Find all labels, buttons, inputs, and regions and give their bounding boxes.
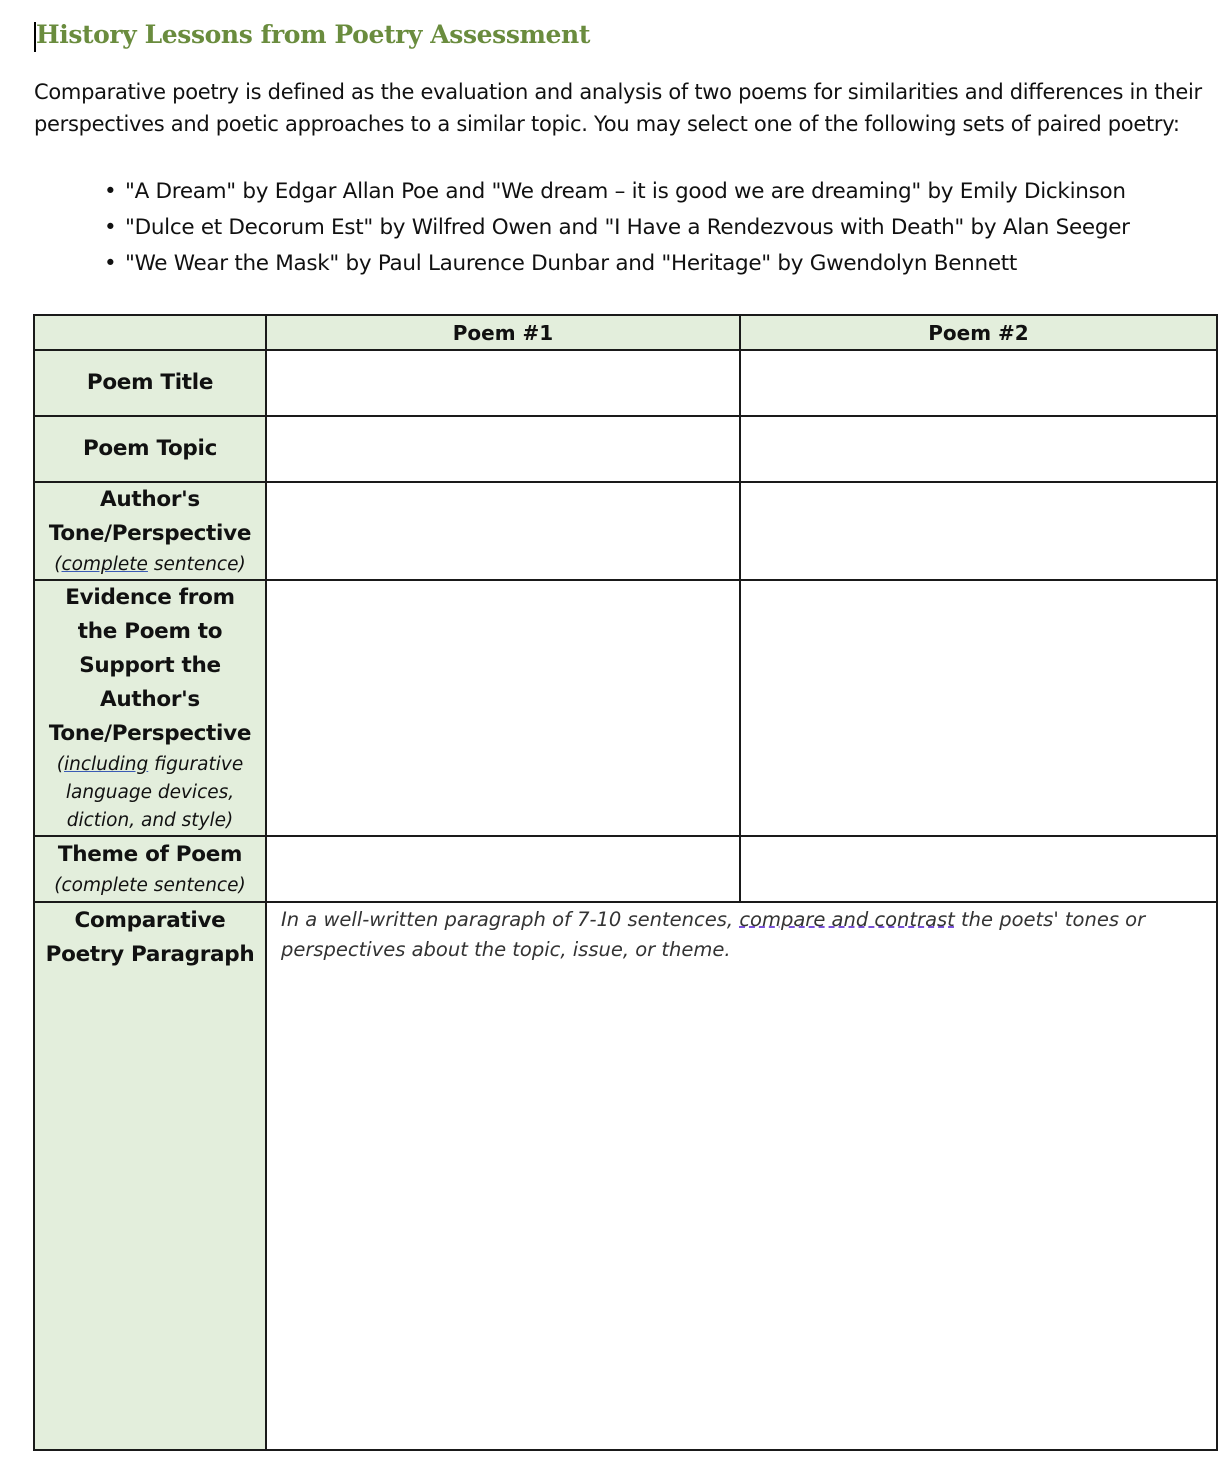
comparative-paragraph-cell[interactable] <box>266 902 1217 1450</box>
poem-2-evidence-cell[interactable] <box>740 580 1217 836</box>
label-line: Poetry Paragraph <box>45 942 255 967</box>
label-line: Support the <box>79 653 221 678</box>
row-label-comparative-paragraph <box>34 902 266 1450</box>
grammar-flagged-phrase: compare and contrast <box>739 908 955 931</box>
poem-1-tone-cell[interactable] <box>266 482 740 580</box>
bullet-icon: • <box>104 215 117 240</box>
poem-2-tone-cell[interactable] <box>740 482 1217 580</box>
note-text: ( <box>56 754 64 775</box>
table-row <box>34 350 1217 416</box>
poem-2-title-cell[interactable] <box>740 350 1217 416</box>
table-row <box>34 902 1217 1450</box>
poem-set-list <box>100 174 1130 282</box>
poem-set-text: "Dulce et Decorum Est" by Wilfred Owen and "I Have a Rendezvous with Death" by Alan Seeger <box>125 215 1130 240</box>
poem-1-topic-cell[interactable] <box>266 416 740 482</box>
intro-paragraph: Comparative poetry is defined as the evaluation and analysis of two poems for similarities and differences in their perspectives and poetic approaches to a similar topic. You may select one of the following sets of paired poetry: <box>34 80 1202 136</box>
label-line: the Poem to <box>77 619 223 644</box>
list-item <box>100 174 1130 210</box>
row-label-author-tone <box>34 482 266 580</box>
poem-set-text: "A Dream" by Edgar Allan Poe and "We dream – it is good we are dreaming" by Emily Dickinson <box>125 179 1126 204</box>
poem-set-text: "We Wear the Mask" by Paul Laurence Dunbar and "Heritage" by Gwendolyn Bennett <box>125 251 1018 276</box>
instruction-text: In a well-written paragraph of 7-10 sentences, <box>281 908 740 931</box>
list-item <box>100 246 1130 282</box>
row-label-poem-topic: Poem Topic <box>34 416 266 482</box>
poem-2-topic-cell[interactable] <box>740 416 1217 482</box>
label-line: Tone/Perspective <box>48 721 252 746</box>
label-note: (complete sentence) <box>54 875 246 896</box>
list-item <box>100 210 1130 246</box>
note-text: sentence) <box>147 554 246 575</box>
bullet-icon: • <box>104 251 117 276</box>
label-note <box>41 551 259 579</box>
table-header-row <box>34 315 1217 350</box>
note-text: diction, and style) <box>66 810 234 831</box>
table-row <box>34 580 1217 836</box>
note-text: figurative <box>148 754 244 775</box>
row-label-theme <box>34 836 266 902</box>
label-line: Author's <box>100 687 200 712</box>
header-empty-cell <box>34 315 266 350</box>
poem-1-theme-cell[interactable] <box>266 836 740 902</box>
table-row <box>34 836 1217 902</box>
table-row <box>34 482 1217 580</box>
header-poem-1: Poem #1 <box>266 315 740 350</box>
bullet-icon: • <box>104 179 117 204</box>
label-line: Comparative <box>74 908 226 933</box>
assessment-table <box>33 314 1218 1451</box>
poem-1-title-cell[interactable] <box>266 350 740 416</box>
row-label-evidence <box>34 580 266 836</box>
spellcheck-word: including <box>63 754 149 775</box>
label-note <box>41 751 259 835</box>
label-line: Tone/Perspective <box>48 521 252 546</box>
note-text: ( <box>54 554 62 575</box>
note-text: language devices, <box>65 782 235 803</box>
instruction-text: the poets' tones or perspectives about the topic, issue, or theme. <box>281 908 1146 961</box>
poem-2-theme-cell[interactable] <box>740 836 1217 902</box>
row-label-poem-title: Poem Title <box>34 350 266 416</box>
spellcheck-word: complete <box>61 554 148 575</box>
label-line: Theme of Poem <box>57 842 243 867</box>
table-row <box>34 416 1217 482</box>
label-line: Author's <box>100 487 200 512</box>
document-title: History Lessons from Poetry Assessment <box>36 20 590 49</box>
poem-1-evidence-cell[interactable] <box>266 580 740 836</box>
label-line: Evidence from <box>65 585 235 610</box>
header-poem-2: Poem #2 <box>740 315 1217 350</box>
paragraph-instructions <box>281 905 1202 965</box>
